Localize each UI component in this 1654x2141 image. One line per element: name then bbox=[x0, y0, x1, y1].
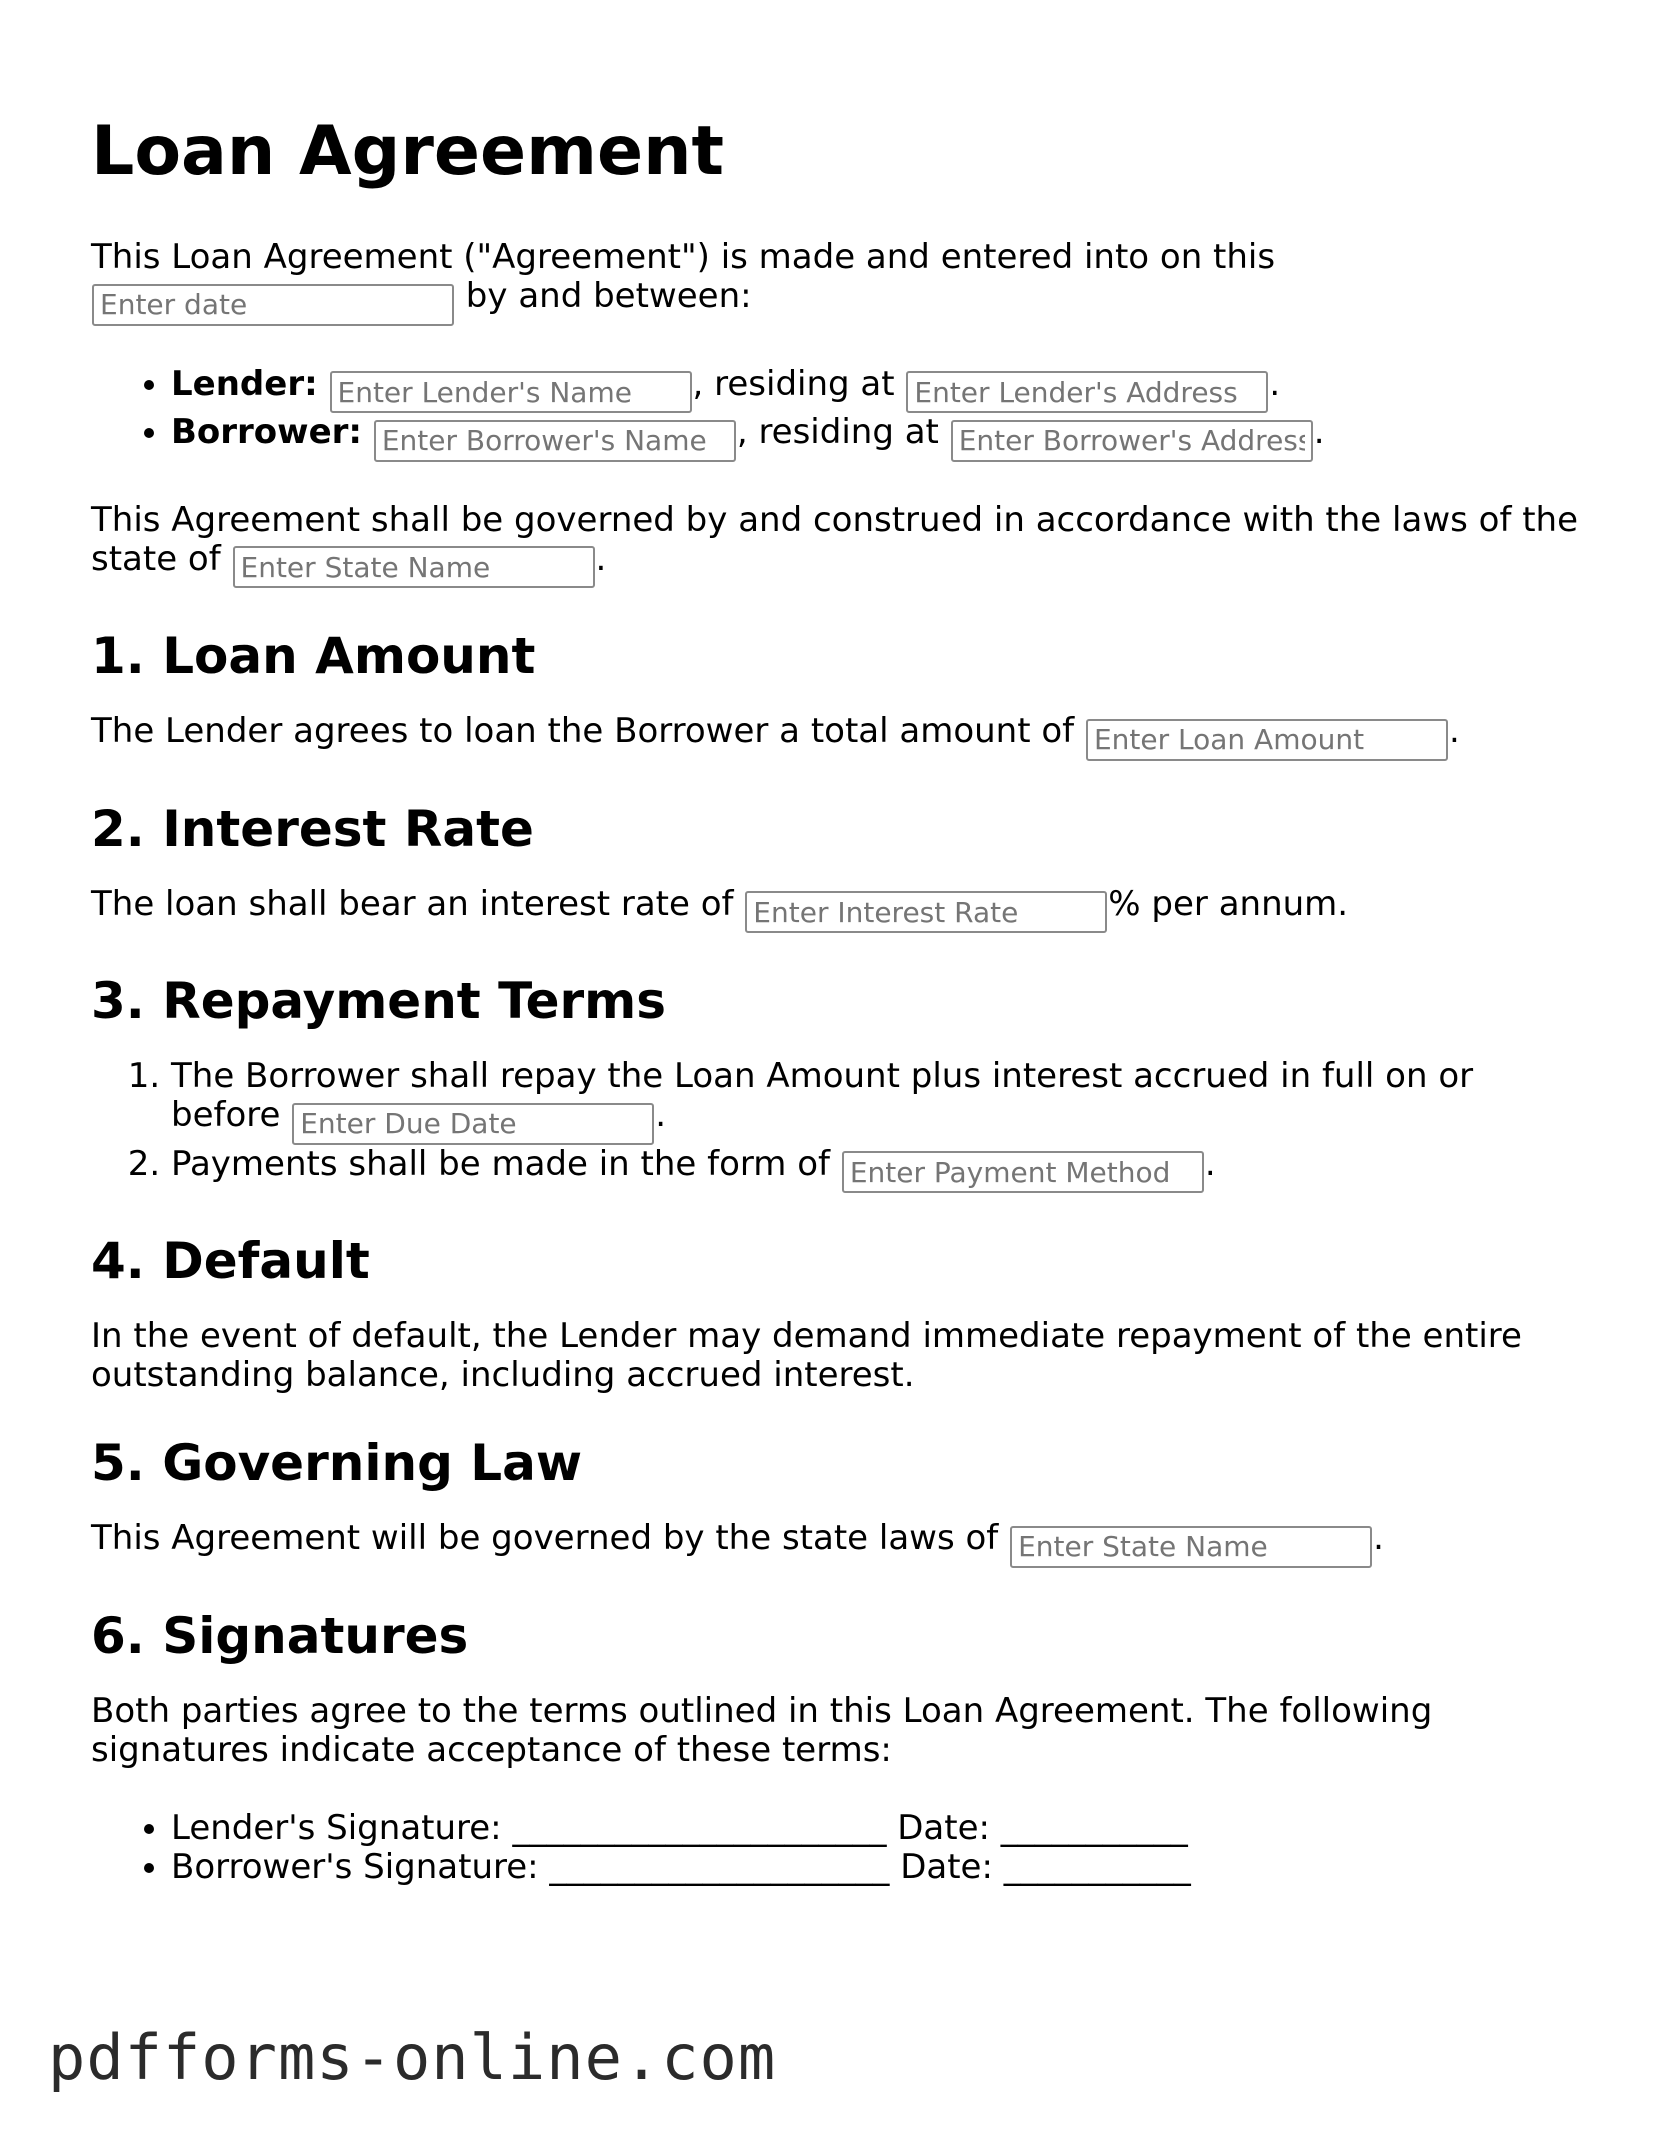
loan-amount-period: . bbox=[1448, 711, 1460, 751]
section-heading-signatures: 6. Signatures bbox=[91, 1606, 469, 1665]
repayment-item1-period: . bbox=[655, 1095, 667, 1135]
parties-list bbox=[91, 365, 1581, 462]
payment-method-field[interactable] bbox=[842, 1151, 1204, 1193]
lender-address-field[interactable] bbox=[906, 371, 1268, 413]
borrower-period: . bbox=[1313, 412, 1325, 452]
borrower-name-field[interactable] bbox=[374, 420, 736, 462]
lender-label: Lender: bbox=[171, 363, 318, 404]
repayment-item1-text: The Borrower shall repay the Loan Amount plus interest accrued in full on or before bbox=[171, 1056, 1474, 1135]
repayment-item2-period: . bbox=[1204, 1143, 1216, 1184]
borrower-label: Borrower: bbox=[171, 412, 363, 452]
intro-text-after: by and between: bbox=[455, 276, 752, 316]
governing-law-text: This Agreement will be governed by the state laws of bbox=[91, 1518, 1010, 1558]
signatures-list bbox=[91, 1809, 1581, 1887]
state-name-field[interactable] bbox=[233, 546, 595, 588]
borrower-address-field[interactable] bbox=[951, 420, 1313, 462]
governing-intro-text: This Agreement shall be governed by and construed in accordance with the laws of the state of bbox=[91, 499, 1579, 579]
site-watermark: pdfforms-online.com bbox=[48, 2021, 777, 2094]
lender-name-field[interactable] bbox=[330, 371, 692, 413]
governing-intro-period: . bbox=[595, 538, 607, 579]
lender-period: . bbox=[1269, 363, 1281, 404]
lender-signature-line: • Lender's Signature: ______________________ Date: ___________ bbox=[171, 1809, 1581, 1848]
page-title: Loan Agreement bbox=[91, 112, 724, 191]
section-heading-loan-amount: 1. Loan Amount bbox=[91, 627, 536, 685]
interest-suffix: % per annum. bbox=[1108, 883, 1349, 924]
interest-paragraph bbox=[91, 885, 1581, 934]
governing-intro-paragraph bbox=[91, 501, 1581, 589]
repayment-item2-text: Payments shall be made in the form of bbox=[171, 1143, 841, 1184]
lender-item bbox=[171, 365, 1581, 414]
intro-paragraph bbox=[91, 238, 1581, 326]
loan-amount-text: The Lender agrees to loan the Borrower a total amount of bbox=[91, 711, 1085, 751]
default-paragraph: In the event of default, the Lender may demand immediate repayment of the entire outstanding balance, including accrued interest. bbox=[91, 1316, 1522, 1395]
signatures-paragraph: Both parties agree to the terms outlined in this Loan Agreement. The following signatures indicate acceptance of these terms: bbox=[91, 1690, 1433, 1770]
section-heading-repayment: 3. Repayment Terms bbox=[91, 972, 666, 1030]
agreement-date-field[interactable] bbox=[92, 284, 454, 326]
section-heading-interest-rate: 2. Interest Rate bbox=[91, 799, 534, 858]
governing-law-paragraph bbox=[91, 1519, 1581, 1568]
loan-amount-field[interactable] bbox=[1086, 719, 1448, 761]
repayment-list bbox=[91, 1057, 1581, 1193]
section-heading-governing-law: 5. Governing Law bbox=[91, 1434, 583, 1492]
loan-amount-paragraph bbox=[91, 712, 1581, 761]
borrower-signature-line: • Borrower's Signature: ____________________ Date: ___________ bbox=[171, 1848, 1581, 1887]
due-date-field[interactable] bbox=[292, 1103, 654, 1145]
governing-state-field[interactable] bbox=[1010, 1526, 1372, 1568]
lender-residing-text: , residing at bbox=[692, 363, 906, 404]
borrower-item bbox=[171, 413, 1581, 462]
borrower-residing-text: , residing at bbox=[736, 412, 950, 452]
governing-law-period: . bbox=[1373, 1518, 1384, 1558]
interest-rate-field[interactable] bbox=[745, 891, 1107, 933]
section-heading-default: 4. Default bbox=[91, 1232, 370, 1290]
document-page bbox=[91, 112, 1581, 1926]
repayment-item-due-date bbox=[171, 1057, 1581, 1145]
repayment-item-payment-method bbox=[171, 1145, 1581, 1194]
interest-text: The loan shall bear an interest rate of bbox=[91, 883, 745, 924]
intro-text: This Loan Agreement ("Agreement") is made and entered into on this bbox=[91, 237, 1276, 277]
